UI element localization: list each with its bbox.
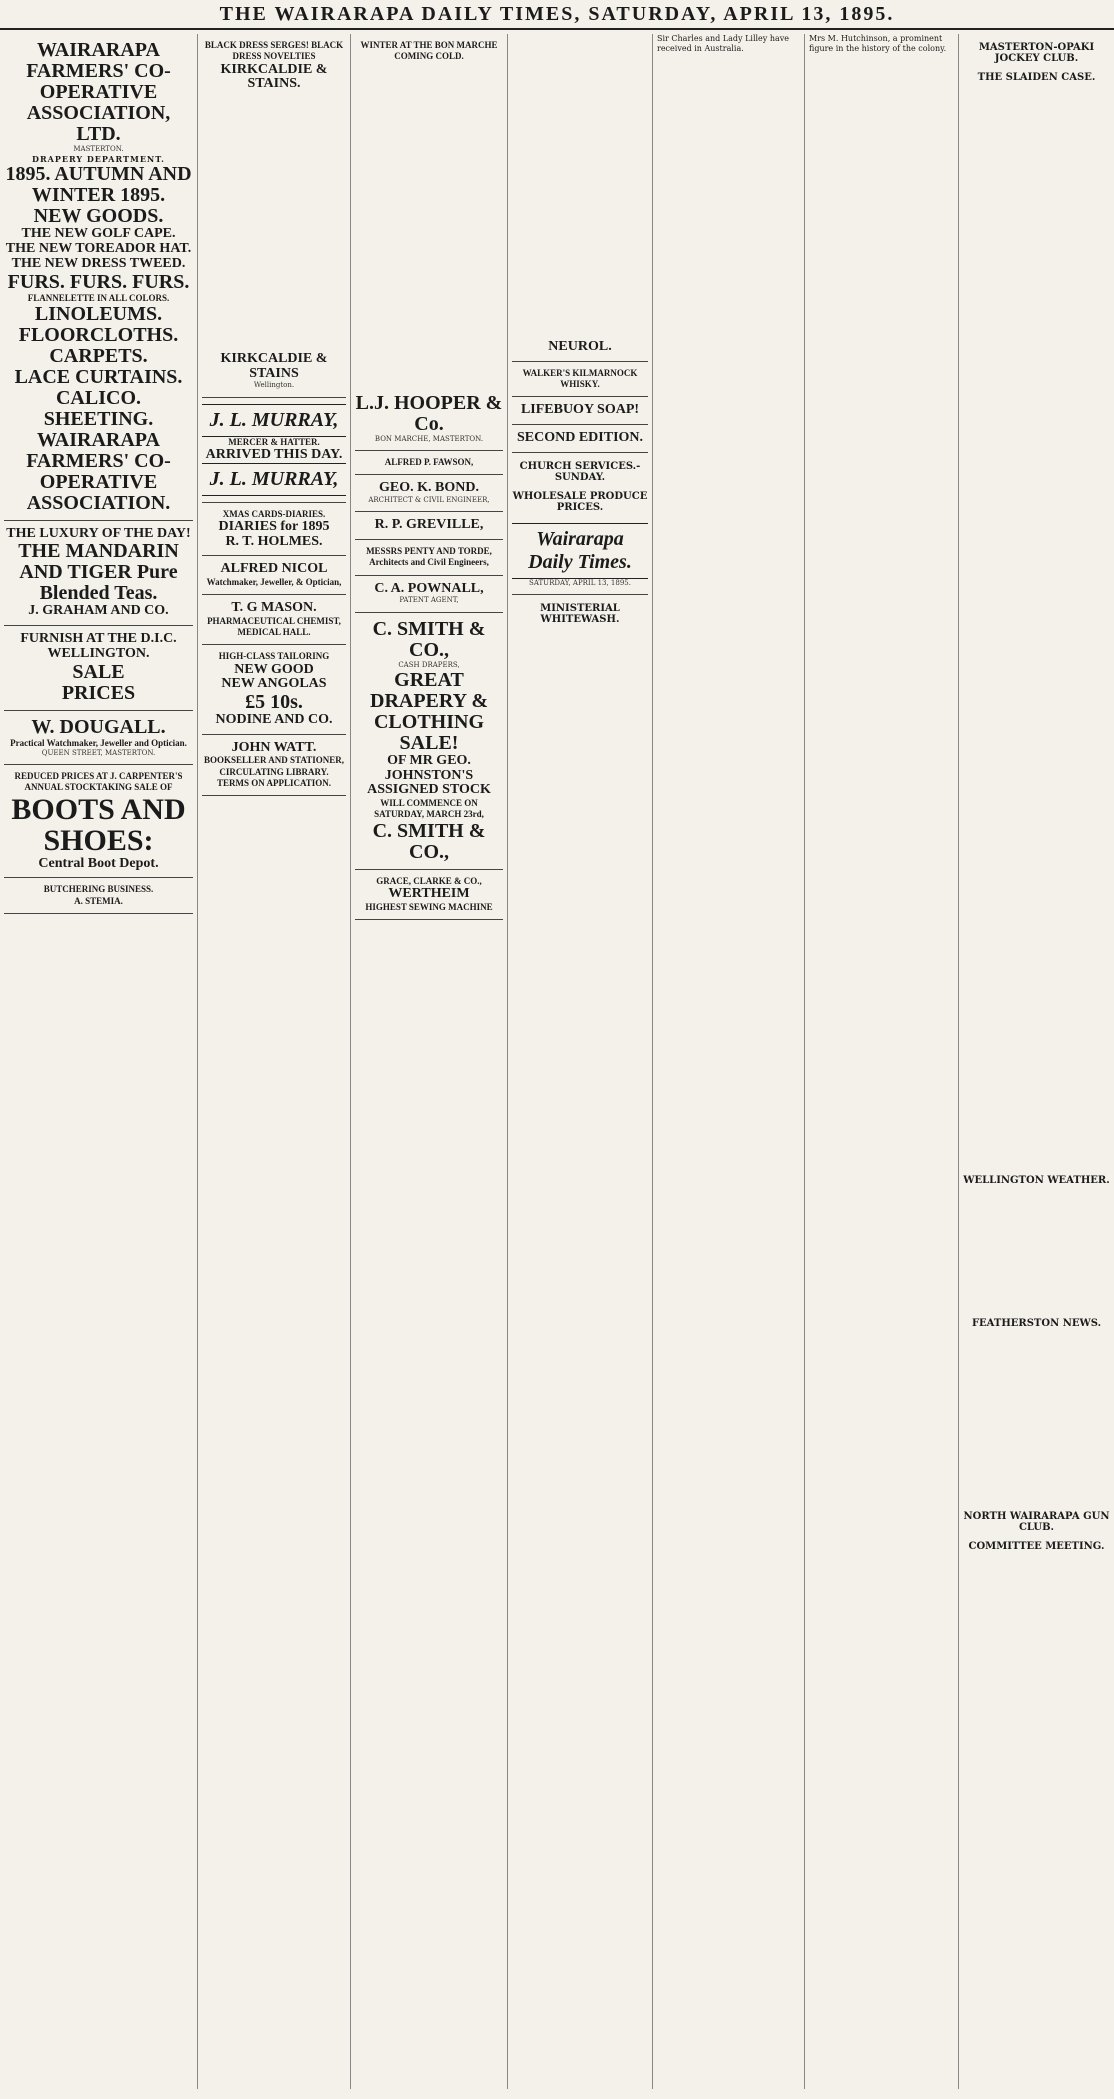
- masthead-title: THE WAIRARAPA DAILY TIMES, SATURDAY, APRIL 13, 1895.: [219, 3, 895, 25]
- smith-heading-2: C. SMITH & CO.,: [372, 819, 486, 863]
- new-goods-heading: NEW GOODS.: [33, 205, 164, 228]
- golf-cape: THE NEW GOLF CAPE.: [21, 226, 176, 242]
- nicol-heading: ALFRED NICOL: [220, 561, 328, 577]
- smith-sub: CASH DRAPERS,: [398, 660, 460, 669]
- col5-news-item: Sir Charles and Lady Lilley have received in Australia.: [657, 34, 790, 54]
- column-6: [805, 34, 959, 2089]
- kirkcaldie-heading: KIRKCALDIE & STAINS.: [220, 61, 328, 92]
- penty-heading: MESSRS PENTY AND TORDE, Architects and Civil Engineers,: [366, 546, 492, 568]
- kirkcaldie-city: Wellington.: [253, 381, 295, 390]
- watt-heading: JOHN WATT.: [231, 739, 317, 755]
- mandarin-tea-advert: [4, 521, 193, 626]
- mason-heading: T. G MASON.: [231, 600, 317, 616]
- new-good-heading: NEW GOOD: [234, 661, 314, 677]
- featherston-news-heading: FEATHERSTON NEWS.: [971, 1318, 1102, 1329]
- dougall-heading: W. DOUGALL.: [31, 715, 166, 738]
- dic-advert: [4, 626, 193, 710]
- angolas-heading: NEW ANGOLAS: [221, 676, 327, 692]
- watt-sub: BOOKSELLER AND STATIONER,: [204, 755, 344, 766]
- lifebuoy-advert: [512, 397, 648, 425]
- masthead: [0, 0, 1114, 30]
- butchering-advert: [4, 878, 193, 914]
- second-edition-heading: SECOND EDITION.: [516, 429, 644, 445]
- greville-heading: R. P. GREVILLE,: [374, 517, 484, 533]
- dougall-street: QUEEN STREET, MASTERTON.: [41, 748, 156, 757]
- smith-heading: C. SMITH & CO.,: [372, 617, 486, 661]
- bond-sub: ARCHITECT & CIVIL ENGINEER,: [368, 495, 490, 504]
- suits-price: £5 10s.: [245, 691, 303, 713]
- grace-clarke-advert: [355, 870, 503, 920]
- second-edition-block: [512, 425, 648, 453]
- wertheim-heading: WERTHEIM: [388, 885, 470, 901]
- dougall-sub: Practical Watchmaker, Jeweller and Optician.: [10, 737, 187, 748]
- smith-advert: [355, 613, 503, 870]
- wellington-weather-heading: WELLINGTON WEATHER.: [963, 1175, 1110, 1186]
- mason-advert: [202, 595, 346, 645]
- dougall-advert: [4, 711, 193, 766]
- pownall-sub: PATENT AGENT,: [399, 596, 459, 605]
- luxury-heading: THE LUXURY OF THE DAY!: [6, 525, 191, 541]
- neurol-heading: NEUROL.: [548, 339, 612, 354]
- slaiden-case-body: [963, 87, 1110, 1167]
- carpenter-heading: REDUCED PRICES AT J. CARPENTER'S ANNUAL STOCKTAKING SALE OF: [14, 771, 183, 793]
- nicol-sub: Watchmaker, Jeweller, & Optician,: [206, 576, 342, 587]
- fawson-advert: [355, 451, 503, 475]
- holmes-heading: R. T. HOLMES.: [225, 533, 323, 549]
- prices-heading: PRICES: [61, 681, 136, 704]
- nodine-heading: NODINE AND CO.: [215, 712, 333, 727]
- black-dress-heading: BLACK DRESS SERGES! BLACK DRESS NOVELTIES: [204, 40, 344, 62]
- editorial-date: SATURDAY, APRIL 13, 1895.: [529, 578, 631, 587]
- hooper-heading: L.J. HOOPER & Co.: [355, 391, 503, 435]
- carpenter-advert: [4, 765, 193, 878]
- gun-club-heading: NORTH WAIRARAPA GUN CLUB.: [963, 1511, 1110, 1533]
- featherston-body: [963, 1333, 1110, 1503]
- weather-body: [963, 1190, 1110, 1310]
- farmers-coop-advert: [4, 34, 193, 521]
- furs-heading: FURS. FURS. FURS.: [7, 270, 190, 293]
- greville-advert: [355, 512, 503, 540]
- neurol-advert: [512, 334, 648, 362]
- graham-heading: J. GRAHAM AND CO.: [28, 603, 169, 619]
- fawson-heading: ALFRED P. FAWSON,: [384, 456, 474, 467]
- slaiden-case-heading: THE SLAIDEN CASE.: [977, 72, 1096, 83]
- farmers-title-repeat: WAIRARAPA FARMERS' CO-OPERATIVE ASSOCIATION.: [26, 428, 171, 514]
- farmers-masterton: MASTERTON.: [73, 145, 124, 153]
- bond-heading: GEO. K. BOND.: [379, 480, 479, 496]
- col6-news-item: Mrs M. Hutchinson, a prominent figure in the history of the colony.: [809, 34, 947, 54]
- mason-sub: PHARMACEUTICAL CHEMIST,: [207, 615, 341, 626]
- dress-tweed: THE NEW DRESS TWEED.: [11, 255, 186, 271]
- central-boot-depot: Central Boot Depot.: [38, 855, 159, 871]
- sale-heading: SALE: [72, 660, 125, 683]
- ministerial-heading: MINISTERIAL WHITEWASH.: [540, 603, 620, 625]
- committee-meeting-heading: COMMITTEE MEETING.: [968, 1541, 1105, 1552]
- butchering-heading: BUTCHERING BUSINESS.: [43, 884, 154, 895]
- mason-hall: MEDICAL HALL.: [237, 627, 311, 638]
- kirkcaldie-heading-2: KIRKCALDIE & STAINS: [220, 350, 328, 381]
- diaries-heading: DIARIES for 1895: [218, 518, 330, 534]
- drapery-department: DRAPERY DEPARTMENT.: [32, 154, 165, 165]
- pownall-heading: C. A. POWNALL,: [374, 580, 484, 596]
- column-5: [653, 34, 805, 2089]
- murray-heading-2: J. L. MURRAY,: [202, 463, 346, 496]
- murray-sub: MERCER & HATTER.: [228, 436, 320, 447]
- commence-date: WILL COMMENCE ON SATURDAY, MARCH 23rd,: [374, 798, 484, 820]
- murray-heading: J. L. MURRAY,: [202, 404, 346, 437]
- wholesale-prices-heading: WHOLESALE PRODUCE PRICES.: [512, 490, 648, 513]
- lifebuoy-heading: LIFEBUOY SOAP!: [520, 402, 640, 418]
- nicol-advert: [202, 556, 346, 595]
- arrived-heading: ARRIVED THIS DAY.: [205, 446, 343, 462]
- terms-heading: TERMS ON APPLICATION.: [216, 777, 332, 788]
- bon-marche-text: [355, 63, 503, 393]
- wertheim-sub: HIGHEST SEWING MACHINE: [365, 901, 493, 912]
- stemia-signature: A. STEMIA.: [74, 895, 123, 906]
- linoleums-heading: LINOLEUMS. FLOORCLOTHS. CARPETS.: [18, 302, 179, 367]
- mandarin-tiger-heading: THE MANDARIN AND TIGER Pure Blended Teas.: [18, 540, 179, 605]
- lace-heading: LACE CURTAINS. CALICO. SHEETING.: [14, 365, 183, 430]
- bond-advert: [355, 475, 503, 512]
- column-4: [508, 34, 653, 2089]
- winter-heading: WINTER AT THE BON MARCHE COMING COLD.: [360, 40, 498, 62]
- great-sale-heading: GREAT DRAPERY & CLOTHING SALE!: [370, 669, 488, 755]
- furnish-heading: FURNISH AT THE D.I.C. WELLINGTON.: [20, 631, 177, 661]
- grace-heading: GRACE, CLARKE & CO.,: [376, 875, 482, 886]
- kirkcaldie-advert: [202, 34, 346, 398]
- holmes-advert: [202, 503, 346, 557]
- column-2: [198, 34, 351, 2089]
- assigned-stock: OF MR GEO. JOHNSTON'S ASSIGNED STOCK: [367, 753, 491, 798]
- kirkcaldie-list: [202, 92, 346, 352]
- murray-advert: [202, 398, 346, 503]
- tailoring-heading: HIGH-CLASS TAILORING: [218, 651, 330, 662]
- hooper-sub: BON MARCHE, MASTERTON.: [374, 434, 484, 443]
- times-editorial-masthead: [512, 517, 648, 595]
- xmas-heading: XMAS CARDS-DIARIES.: [222, 508, 326, 519]
- jockey-club-heading: MASTERTON-OPAKI JOCKEY CLUB.: [978, 42, 1095, 64]
- col4-top-text: [512, 34, 648, 334]
- toreador-hat: THE NEW TOREADOR HAT.: [5, 241, 192, 257]
- walker-heading: WALKER'S KILMARNOCK WHISKY.: [522, 367, 638, 389]
- column-1: [0, 34, 198, 2089]
- column-3: [351, 34, 508, 2089]
- flannelette-heading: FLANNELETTE IN ALL COLORS.: [27, 292, 170, 303]
- boots-heading: BOOTS AND SHOES:: [11, 792, 186, 858]
- church-services-heading: CHURCH SERVICES.-SUNDAY.: [519, 460, 641, 483]
- penty-advert: [355, 540, 503, 576]
- bon-marche-advert: [355, 34, 503, 451]
- pownall-advert: [355, 576, 503, 613]
- column-7: [959, 34, 1114, 2089]
- season-heading: 1895. AUTUMN AND WINTER 1895.: [5, 163, 192, 207]
- nodine-advert: [202, 645, 346, 734]
- watt-advert: [202, 735, 346, 796]
- walker-advert: [512, 362, 648, 398]
- farmers-title: WAIRARAPA FARMERS' CO-OPERATIVE ASSOCIATION, LTD.: [26, 39, 171, 145]
- times-logo: Wairarapa Daily Times.: [512, 523, 648, 579]
- library-heading: CIRCULATING LIBRARY.: [219, 766, 329, 777]
